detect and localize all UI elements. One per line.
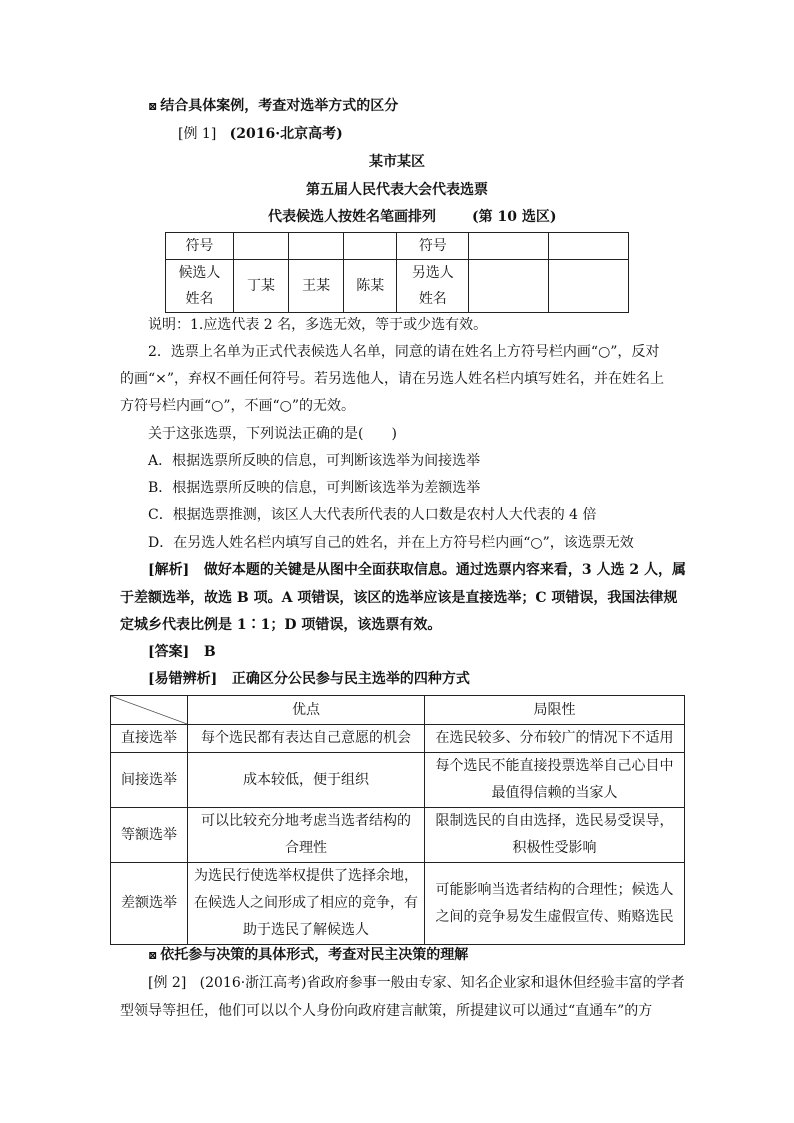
example-1-header — [178, 124, 343, 144]
ballot-title-1: 某市某区 — [369, 154, 425, 170]
ballot-cell: 符号 — [166, 233, 234, 260]
answer — [148, 642, 216, 662]
advantage-cell: 成本较低，便于组织 — [188, 753, 425, 808]
option-d: D．在另选人姓名栏内填写自己的姓名，并在上方符号栏内画“○”，该选票无效 — [148, 535, 634, 551]
ballot-symbol-cell[interactable] — [548, 233, 628, 260]
ballot-name-row — [166, 260, 629, 313]
limitation-cell: 每个选民不能直接投票选举自己心目中 最值得信赖的当家人 — [425, 753, 685, 808]
column-header-advantages: 优点 — [188, 696, 425, 725]
row-label: 直接选举 — [111, 725, 188, 753]
answer-label: [答案] — [148, 644, 190, 660]
ballot-title-2: 第五届人民代表大会代表选票 — [306, 182, 488, 198]
ballot-symbol-cell[interactable] — [469, 233, 548, 260]
ballot-symbol-cell[interactable] — [289, 233, 344, 260]
section-2-heading: ⊠ 依托参与决策的具体形式，考查对民主决策的理解 — [148, 947, 469, 963]
advantage-cell: 为选民行使选举权提供了选择余地， 在候选人之间形成了相应的竞争，有 助于选民了解候选人 — [188, 863, 425, 945]
table-row — [111, 753, 685, 808]
analysis-line-2: 于差额选举，故选 B 项。A 项错误，该区的选举应该是直接选举；C 项错误，我国法律规 — [120, 590, 678, 606]
option-a: A．根据选票所反映的信息，可判断该选举为间接选举 — [148, 453, 481, 469]
note-2-line-3: 方符号栏内画“○”，不画“○”的无效。 — [120, 398, 356, 414]
section-marker-icon: ⊠ — [148, 100, 158, 113]
note-2-line-2: 的画“×”，弃权不画任何符号。若另选他人，请在另选人姓名栏内填写姓名，并在姓名上 — [120, 371, 665, 387]
answer-value: B — [203, 644, 216, 660]
ballot-symbol-cell[interactable] — [344, 233, 397, 260]
example-label: [例 2] — [148, 975, 187, 991]
ballot-district: (第 10 选区) — [472, 209, 557, 225]
row-label: 等额选举 — [111, 808, 188, 863]
example-2-line-1: [例 2] (2016·浙江高考)省政府参事一般由专家、知名企业家和退休但经验丰富的学者 — [148, 975, 685, 991]
table-row — [111, 808, 685, 863]
ballot-table — [165, 232, 629, 313]
advantage-cell: 每个选民都有表达自己意愿的机会 — [188, 725, 425, 753]
diagonal-header-cell — [111, 696, 188, 725]
candidate-name: 陈某 — [344, 260, 397, 313]
limitation-cell: 可能影响当选者结构的合理性；候选人 之间的竞争易发生虚假宣传、贿赂选民 — [425, 863, 685, 945]
ballot-label-cell: 候选人 姓名 — [166, 260, 234, 313]
section-heading: ⊠ 结合具体案例，考查对选举方式的区分 — [148, 98, 399, 114]
ballot-label-cell: 另选人 姓名 — [397, 260, 469, 313]
row-label: 间接选举 — [111, 753, 188, 808]
table-row — [111, 863, 685, 945]
ballot-subtitle: 代表候选人按姓名笔画排列 (第 10 选区) — [268, 209, 557, 225]
example-label: [例 1] — [178, 126, 217, 142]
candidate-name: 王某 — [289, 260, 344, 313]
example-2-line-2: 型领导等担任，他们可以以个人身份向政府建言献策，所提建议可以通过“直通车”的方 — [120, 1003, 653, 1019]
analysis-line-3: 定城乡代表比例是 1∶1；D 项错误，该选票有效。 — [120, 617, 442, 633]
advantage-cell: 可以比较充分地考虑当选者结构的 合理性 — [188, 808, 425, 863]
candidate-name: 丁某 — [233, 260, 288, 313]
row-label: 差额选举 — [111, 863, 188, 945]
analysis-label: [解析] — [148, 562, 190, 578]
write-in-cell[interactable] — [548, 260, 628, 313]
question-stem: 关于这张选票，下列说法正确的是( ) — [148, 426, 397, 442]
write-in-cell[interactable] — [469, 260, 548, 313]
confusion-header: [易错辨析] 正确区分公民参与民主选举的四种方式 — [148, 671, 470, 687]
table-header-row — [111, 696, 685, 725]
example-source: (2016·北京高考) — [229, 126, 343, 142]
note-1: 说明：1.应选代表 2 名，多选无效，等于或少选有效。 — [148, 317, 488, 333]
analysis-line-1: [解析] 做好本题的关键是从图中全面获取信息。通过选票内容来看，3 人选 2 人，属 — [148, 562, 686, 578]
column-header-limitations: 局限性 — [425, 696, 685, 725]
ballot-symbol-row — [166, 233, 629, 260]
limitation-cell: 在选民较多、分布较广的情况下不适用 — [425, 725, 685, 753]
option-b: B．根据选票所反映的信息，可判断该选举为差额选举 — [148, 480, 481, 496]
table-row — [111, 725, 685, 753]
note-2-line-1: 2．选票上名单为正式代表候选人名单，同意的请在姓名上方符号栏内画“○”，反对 — [148, 344, 660, 360]
comparison-table — [110, 695, 685, 945]
option-c: C．根据选票推测，该区人大代表所代表的人口数是农村人大代表的 4 倍 — [148, 507, 597, 523]
ballot-cell: 符号 — [397, 233, 469, 260]
section-marker-icon: ⊠ — [148, 949, 158, 962]
diagonal-divider — [111, 696, 187, 724]
confusion-label: [易错辨析] — [148, 671, 218, 687]
limitation-cell: 限制选民的自由选择，选民易受误导， 积极性受影响 — [425, 808, 685, 863]
ballot-symbol-cell[interactable] — [233, 233, 288, 260]
